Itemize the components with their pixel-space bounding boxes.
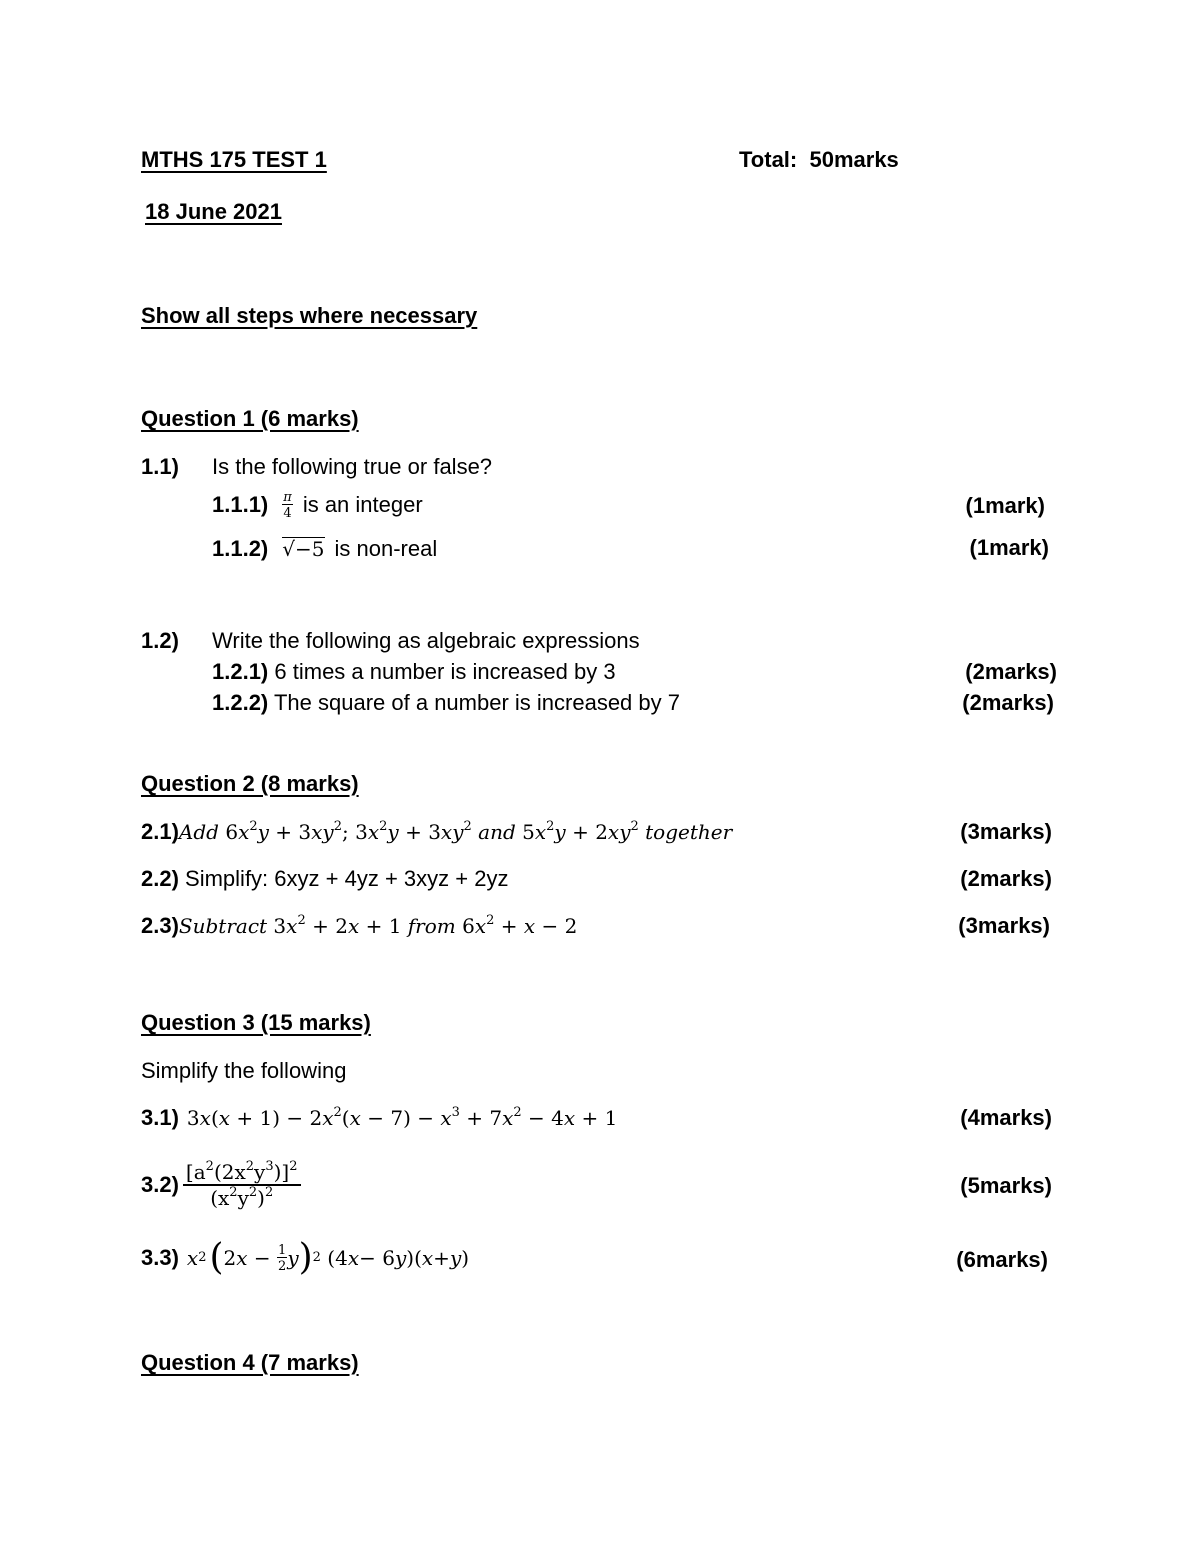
q1-2-1-row <box>212 661 616 683</box>
q2-3-mark: (3marks) <box>958 913 1050 938</box>
q3-3-number: 3.3) <box>141 1245 179 1270</box>
q3-2-number: 3.2) <box>141 1172 179 1197</box>
q3-2-numerator: $[a^2(2x^2y^3)]^2$ <box>183 1162 301 1186</box>
q3-2-row <box>141 1150 301 1220</box>
total-value: 50marks <box>809 147 899 172</box>
q1-2-1-text: 6 times a number is increased by 3 <box>274 659 616 684</box>
q3-2-denominator: $(x^2y^2)^2$ <box>210 1185 274 1210</box>
q3-1-expression: $3x(x + 1) - 2x^2(x - 7) - x^3 + 7x^2 - 4x + 1$ <box>186 1105 618 1130</box>
q1-1-2-number: 1.1.2) <box>212 536 269 561</box>
q2-1-number: 2.1) <box>141 819 179 844</box>
q1-1-2-text: is non-real <box>334 536 438 561</box>
fraction-numerator: π <box>283 489 292 505</box>
q2-2-text: Simplify: 6xyz + 4yz + 3xyz + 2yz <box>185 866 509 891</box>
q2-1-expression: Add $6x^2y + 3xy^2$; $3x^2y + 3xy^2$ and $5x^2y + 2xy^2$ together <box>178 819 733 844</box>
q1-2-2-row <box>212 692 680 714</box>
q3-2-mark: (5marks) <box>960 1173 1052 1198</box>
q2-2-mark: (2marks) <box>960 866 1052 891</box>
q3-3-expression: x 2 ( 2 x − $\frac{1}{2}$ y ) 2 (4 x − 6 y )( x + y ) <box>186 1237 470 1278</box>
question-1-heading: Question 1 (6 marks) <box>141 406 359 431</box>
q3-intro: Simplify the following <box>141 1058 347 1083</box>
q3-3-mark: (6marks) <box>956 1247 1048 1272</box>
q3-1-row <box>141 1107 617 1129</box>
q2-3-number: 2.3) <box>141 913 179 938</box>
q1-2-2-number: 1.2.2) <box>212 690 269 715</box>
q2-3-row <box>141 915 577 937</box>
q2-1-row <box>141 821 732 843</box>
q1-2-number: 1.2) <box>141 628 179 653</box>
pi-over-4-fraction <box>282 491 293 520</box>
q1-1-text: Is the following true or false? <box>212 454 493 479</box>
q3-2-fraction <box>183 1159 301 1210</box>
test-title: MTHS 175 TEST 1 <box>141 147 327 172</box>
q1-2-2-mark: (2marks) <box>962 690 1054 715</box>
q1-1-2-row <box>212 537 437 560</box>
total-marks <box>739 149 899 171</box>
q1-2-text: Write the following as algebraic expressions <box>212 628 640 653</box>
q1-1-number: 1.1) <box>141 454 179 479</box>
q2-3-expression: Subtract $3x^2 + 2x + 1$ from $6x^2 + x - 2$ <box>178 913 578 938</box>
question-4-heading: Question 4 (7 marks) <box>141 1350 359 1375</box>
q3-3-row <box>141 1232 469 1284</box>
q1-1-1-mark: (1mark) <box>965 493 1045 518</box>
q2-2-number: 2.2) <box>141 866 179 891</box>
question-3-heading: Question 3 (15 marks) <box>141 1010 371 1035</box>
question-2-heading: Question 2 (8 marks) <box>141 771 359 796</box>
q1-2-1-mark: (2marks) <box>965 659 1057 684</box>
q1-2-1-number: 1.2.1) <box>212 659 269 684</box>
q1-1-2-mark: (1mark) <box>969 535 1049 560</box>
q3-1-mark: (4marks) <box>960 1105 1052 1130</box>
test-date: 18 June 2021 <box>145 199 282 224</box>
q1-1-1-text: is an integer <box>302 492 423 517</box>
fraction-denominator: 4 <box>283 505 292 521</box>
q2-1-mark: (3marks) <box>960 819 1052 844</box>
sqrt-minus-5: √−5 <box>282 537 325 561</box>
q1-1-1-number: 1.1.1) <box>212 492 269 517</box>
q3-1-number: 3.1) <box>141 1105 179 1130</box>
q1-1-1-row <box>212 483 423 527</box>
q1-2-2-text: The square of a number is increased by 7 <box>273 690 680 715</box>
instruction: Show all steps where necessary <box>141 303 478 328</box>
q2-2-row <box>141 868 508 890</box>
total-label: Total: <box>739 147 798 172</box>
